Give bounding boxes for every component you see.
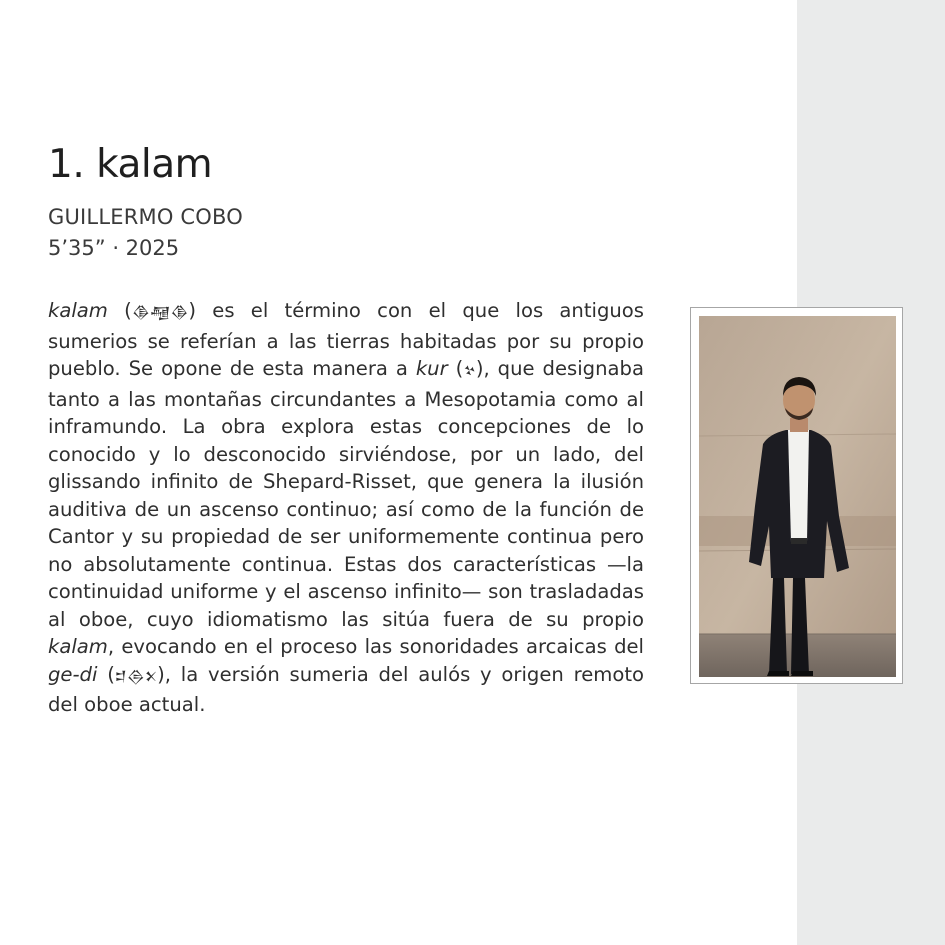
term-kalam: kalam (48, 299, 108, 322)
description-paragraph: kalam (𒆠𒆷𒆠) es el término con el que los antiguos sumerios se referían a las tierras habitadas por su propio pueblo. Se opone de esta manera a kur (𒆳), que designaba tanto a las montañas circundantes a Mesopotamia como al inframundo. La obra explora estas concepciones de lo conocido y lo desconocido sirviéndose, por un lado, del glissando infinito de Shepard-Risset, que genera la ilusión auditiva de un ascenso continuo; así como de la función de Cantor y su propiedad de ser uniformemente continua pero no absolutamente continua. Estas dos características —la continuidad uniforme y el ascenso infinito— son trasladadas al oboe, cuyo idiomatismo las sitúa fuera de su propio kalam, evocando en el proceso las sonoridades arcaicas del ge-di (𒄑𒁲𒉽), la versión sumeria del aulós y origen remoto del oboe actual. (48, 299, 645, 716)
cuneiform-ge-di: 𒄑𒁲𒉽 (114, 668, 158, 685)
cuneiform-kalam: 𒆠𒆷𒆠 (131, 305, 189, 321)
term-kalam-2: kalam (48, 635, 108, 658)
composer-name: GUILLERMO COBO (48, 205, 243, 229)
duration-year: 5’35” · 2025 (48, 236, 180, 260)
term-ge-di: ge-di (48, 662, 98, 686)
page-title: 1. kalam (48, 142, 213, 187)
portrait-photo (699, 316, 896, 677)
portrait-frame (690, 307, 903, 684)
cuneiform-kur: 𒆳 (463, 363, 476, 379)
description (48, 297, 644, 719)
term-kur: kur (415, 357, 448, 380)
